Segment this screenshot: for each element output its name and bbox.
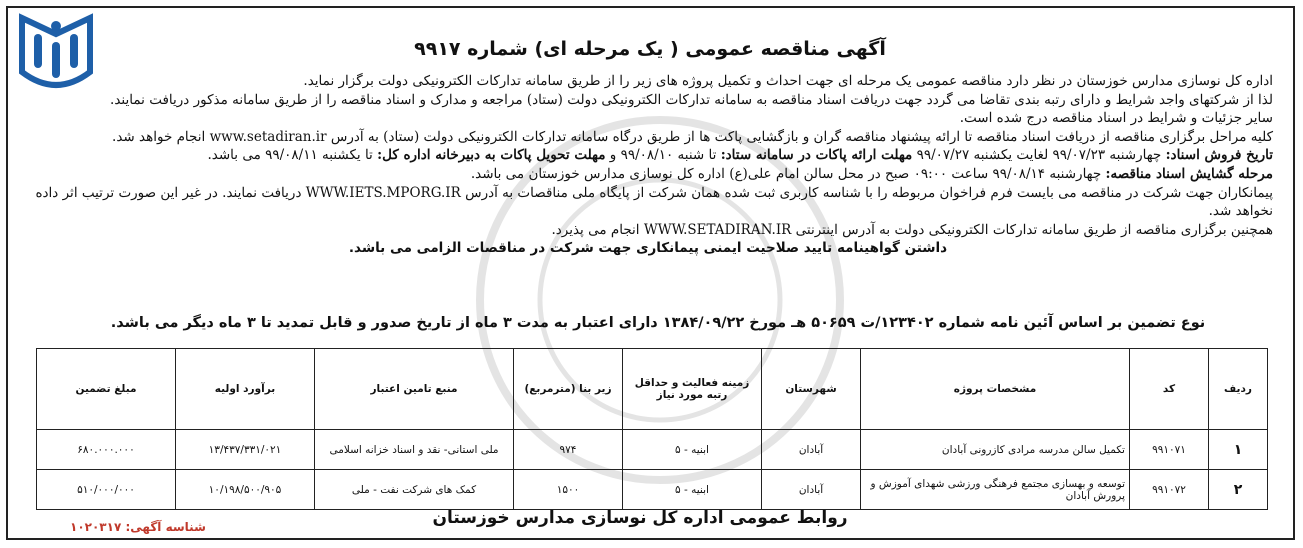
cell-estimate: ۱۰/۱۹۸/۵۰۰/۹۰۵ xyxy=(176,470,315,510)
deadline-text: تا شنبه ۹۹/۰۸/۱۰ و xyxy=(605,147,721,164)
paragraph-request: لذا از شرکتهای واجد شرایط و دارای رتبه بندی تقاضا می گردد جهت دریافت اسناد مناقصه به سامانه تدارکات الکترونیکی دولت (ستاد) مراجعه و مدارک و اسناد مناقصه را از طریق سامانه مذکور دریافت نمایند. xyxy=(110,91,1273,108)
cell-code: ۹۹۱۰۷۱ xyxy=(1130,430,1209,470)
certificate-note: داشتن گواهینامه تایید صلاحیت ایمنی پیمانکاری جهت شرکت در مناقصات الزامی می باشد. xyxy=(348,240,948,257)
delivery-text: تا یکشنبه ۹۹/۰۸/۱۱ می باشد. xyxy=(207,147,378,164)
header-code: کد xyxy=(1130,349,1209,430)
table-row xyxy=(37,470,1268,510)
ad-id: شناسه آگهی: ۱۰۲۰۳۱۷ xyxy=(70,520,206,534)
cell-project: توسعه و بهسازی مجتمع فرهنگی ورزشی شهدای آموزش و پرورش آبادان xyxy=(861,470,1130,510)
paragraph-process: کلیه مراحل برگزاری مناقصه از دریافت اسناد مناقصه تا ارائه پیشنهاد مناقصه گران و بازگشایی پاکت ها از طریق درگاه سامانه تدارکات الکترونیکی دولت (ستاد) به آدرس www.setadiran.ir انجام خواهد شد. xyxy=(112,128,1273,145)
footer-publisher: روابط عمومی اداره کل نوسازی مدارس خوزستان xyxy=(432,508,848,528)
cell-row-number: ۱ xyxy=(1209,430,1268,470)
header-field-rank: زمینه فعالیت و حداقل رتبه مورد نیاز xyxy=(623,349,762,430)
cell-field-rank: ابنیه - ۵ xyxy=(623,470,762,510)
cell-project: تکمیل سالن مدرسه مرادی کازرونی آبادان xyxy=(861,430,1130,470)
opening-text: چهارشنبه ۹۹/۰۸/۱۴ ساعت ۰۹:۰۰ صبح در محل سالن امام علی(ع) اداره کل نوسازی مدارس خوزستان می باشد. xyxy=(470,165,1106,182)
cell-code: ۹۹۱۰۷۲ xyxy=(1130,470,1209,510)
header-estimate: برآورد اولیه xyxy=(176,349,315,430)
delivery-label: مهلت تحویل پاکات به دبیرخانه اداره کل: xyxy=(377,147,606,164)
paragraph-also: همچنین برگزاری مناقصه از طریق سامانه تدارکات الکترونیکی دولت به آدرس اینترنتی WWW.SETADIRAN.IR انجام می پذیرد. xyxy=(551,221,1273,238)
header-row-number: ردیف xyxy=(1209,349,1268,430)
guarantee-note: نوع تضمین بر اساس آئین نامه شماره ۱۲۳۴۰۲/ت ۵۰۶۵۹ هـ مورخ ۱۳۸۴/۰۹/۲۲ دارای اعتبار به مدت ۳ ماه از تاریخ صدور و قابل تمدید تا ۳ ماه دیگر می باشد. xyxy=(110,315,1206,331)
cell-estimate: ۱۳/۴۳۷/۳۳۱/۰۲۱ xyxy=(176,430,315,470)
cell-city: آبادان xyxy=(762,470,861,510)
cell-area: ۹۷۴ xyxy=(514,430,623,470)
header-guarantee: مبلغ تضمین xyxy=(37,349,176,430)
header-city: شهرستان xyxy=(762,349,861,430)
header-project: مشخصات پروژه xyxy=(861,349,1130,430)
cell-area: ۱۵۰۰ xyxy=(514,470,623,510)
paragraph-contractors: پیمانکاران جهت شرکت در مناقصه می بایست فرم فراخوان مربوطه را با شناسه کاربری ثبت شده همان شرکت از پایگاه ملی مناقصات به آدرس WWW.IETS.MPORG.IR دریافت نمایند. در غیر این صورت ترتیب اثر داده نخواهد شد. xyxy=(35,184,1273,220)
opening-label: مرحله گشایش اسناد مناقصه: xyxy=(1105,165,1273,182)
projects-table xyxy=(36,348,1268,510)
sale-text: چهارشنبه ۹۹/۰۷/۲۳ لغایت یکشنبه ۹۹/۰۷/۲۷ xyxy=(912,147,1166,164)
cell-field-rank: ابنیه - ۵ xyxy=(623,430,762,470)
dates-line xyxy=(23,146,1273,165)
page-title: آگهی مناقصه عمومی ( یک مرحله ای) شماره ۹۹۱۷ xyxy=(414,38,886,60)
cell-guarantee: ۶۸۰.۰۰۰.۰۰۰ xyxy=(37,430,176,470)
header-area: زیر بنا (مترمربع) xyxy=(514,349,623,430)
header-funding: منبع تامین اعتبار xyxy=(315,349,514,430)
cell-funding: ملی استانی- نقد و اسناد خزانه اسلامی xyxy=(315,430,514,470)
paragraph-details: سایر جزئیات و شرایط در اسناد مناقصه درج شده است. xyxy=(959,110,1273,127)
table-row xyxy=(37,430,1268,470)
paragraph-intro: اداره کل نوسازی مدارس خوزستان در نظر دارد مناقصه عمومی یک مرحله ای جهت احداث و تکمیل پروژه های زیر را از طریق سامانه تدارکات الکترونیکی دولت برگزار نماید. xyxy=(303,73,1273,89)
cell-row-number: ۲ xyxy=(1209,470,1268,510)
cell-guarantee: ۵۱۰/۰۰۰/۰۰۰ xyxy=(37,470,176,510)
ad-body xyxy=(23,72,1273,258)
table-header-row xyxy=(37,349,1268,430)
cell-funding: کمک های شرکت نفت - ملی xyxy=(315,470,514,510)
deadline-label: مهلت ارائه پاکات در سامانه ستاد: xyxy=(720,147,913,164)
cell-city: آبادان xyxy=(762,430,861,470)
sale-label: تاریخ فروش اسناد: xyxy=(1165,147,1273,164)
opening-line xyxy=(23,165,1273,184)
